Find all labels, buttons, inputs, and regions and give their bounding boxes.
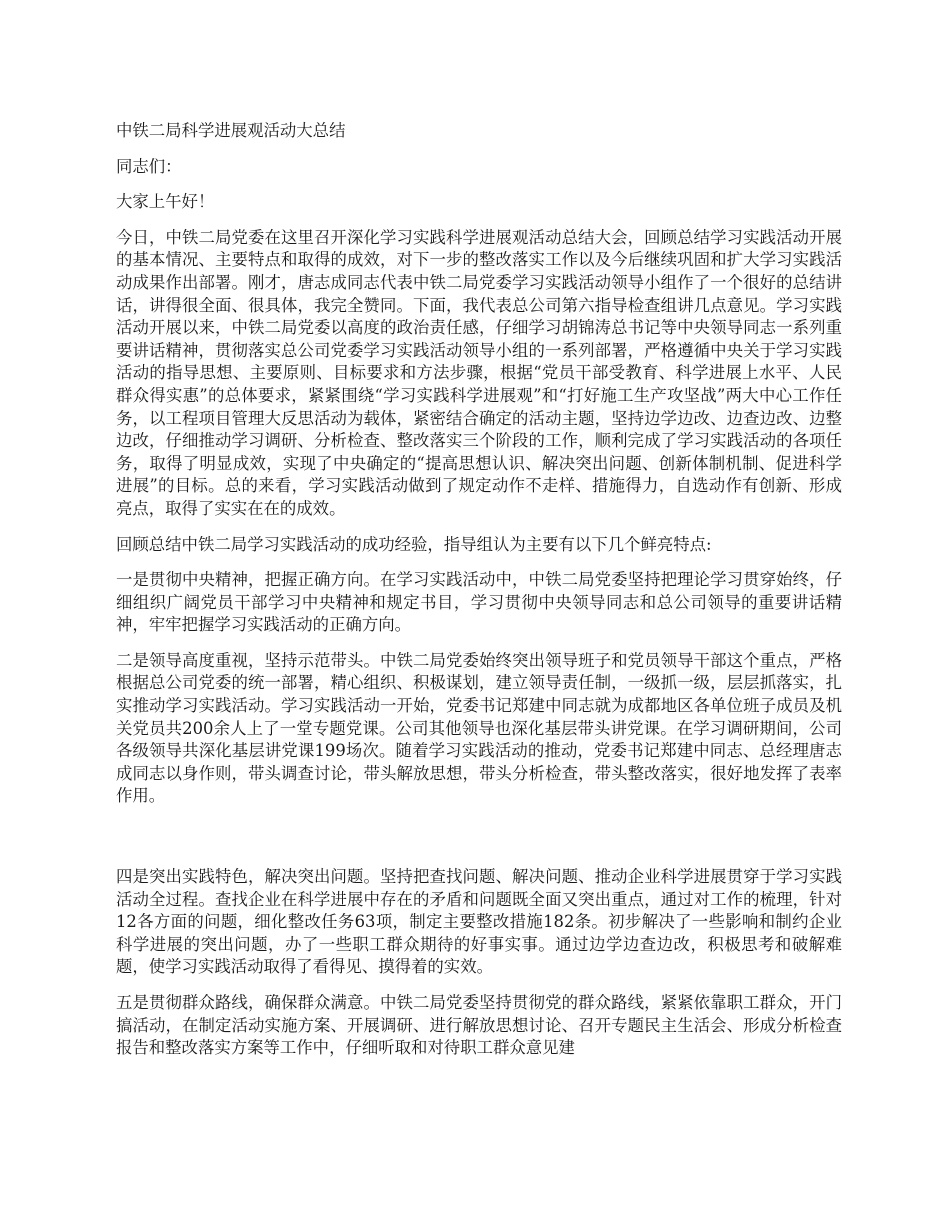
document-page <box>116 120 842 1060</box>
paragraph-point-2: 二是领导高度重视，坚持示范带头。中铁二局党委始终突出领导班子和党员领导干部这个重点，严格根据总公司党委的统一部署，精心组织、积极谋划，建立领导责任制，一级抓一级，层层抓落实，扎实推动学习实践活动。学习实践活动一开始，党委书记郑建中同志就为成都地区各单位班子成员及机关党员共200余人上了一堂专题党课。公司其他领导也深化基层带头讲党课。在学习调研期间，公司各级领导共深化基层讲党课199场次。随着学习实践活动的推动，党委书记郑建中同志、总经理唐志成同志以身作则，带头调查讨论，带头解放思想，带头分析检查，带头整改落实，很好地发挥了表率作用。 <box>116 650 842 806</box>
greeting: 大家上午好！ <box>116 192 215 212</box>
paragraph-intro: 今日，中铁二局党委在这里召开深化学习实践科学进展观活动总结大会，回顾总结学习实践活动开展的基本情况、主要特点和取得的成效，对下一步的整改落实工作以及今后继续巩固和扩大学习实践活动成果作出部署。刚才，唐志成同志代表中铁二局党委学习实践活动领导小组作了一个很好的总结讲话，讲得很全面、很具体，我完全赞同。下面，我代表总公司第六指导检查组讲几点意见。学习实践活动开展以来，中铁二局党委以高度的政治责任感，仔细学习胡锦涛总书记等中央领导同志一系列重要讲话精神，贯彻落实总公司党委学习实践活动领导小组的一系列部署，严格遵循中央关于学习实践活动的指导思想、主要原则、目标要求和方法步骤，根据“党员干部受教育、科学进展上水平、人民群众得实惠”的总体要求，紧紧围绕“学习实践科学进展观”和“打好施工生产攻坚战”两大中心工作任务，以工程项目管理大反思活动为载体，紧密结合确定的活动主题，坚持边学边改、边查边改、边整边改，仔细推动学习调研、分析检查、整改落实三个阶段的工作，顺利完成了学习实践活动的各项任务，取得了明显成效，实现了中央确定的“提高思想认识、解决突出问题、创新体制机制、促进科学进展”的目标。总的来看，学习实践活动做到了规定动作不走样、措施得力，自选动作有创新、形成亮点，取得了实实在在的成效。 <box>116 227 842 518</box>
paragraph-lead: 回顾总结中铁二局学习实践活动的成功经验，指导组认为主要有以下几个鲜亮特点: <box>116 534 712 554</box>
paragraph-point-4: 四是突出实践特色，解决突出问题。坚持把查找问题、解决问题、推动企业科学进展贯穿于学习实践活动全过程。查找企业在科学进展中存在的矛盾和问题既全面又突出重点，通过对工作的梳理，针对12各方面的问题，细化整改任务63项，制定主要整改措施182条。初步解决了一些影响和制约企业科学进展的突出问题，办了一些职工群众期待的好事实事。通过边学边查边改，积极思考和破解难题，使学习实践活动取得了看得见、摸得着的实效。 <box>116 867 842 977</box>
document-title: 中铁二局科学进展观活动大总结 <box>116 121 346 140</box>
paragraph-point-1: 一是贯彻中央精神，把握正确方向。在学习实践活动中，中铁二局党委坚持把理论学习贯穿始终，仔细组织广阔党员干部学习中央精神和规定书目，学习贯彻中央领导同志和总公司领导的重要讲话精神，牢牢把握学习实践活动的正确方向。 <box>116 570 842 635</box>
salutation: 同志们： <box>116 156 182 176</box>
paragraph-point-5: 五是贯彻群众路线，确保群众满意。中铁二局党委坚持贯彻党的群众路线，紧紧依靠职工群众，开门搞活动，在制定活动实施方案、开展调研、进行解放思想讨论、召开专题民主生活会、形成分析检查报告和整改落实方案等工作中，仔细听取和对待职工群众意见建 <box>116 993 842 1058</box>
